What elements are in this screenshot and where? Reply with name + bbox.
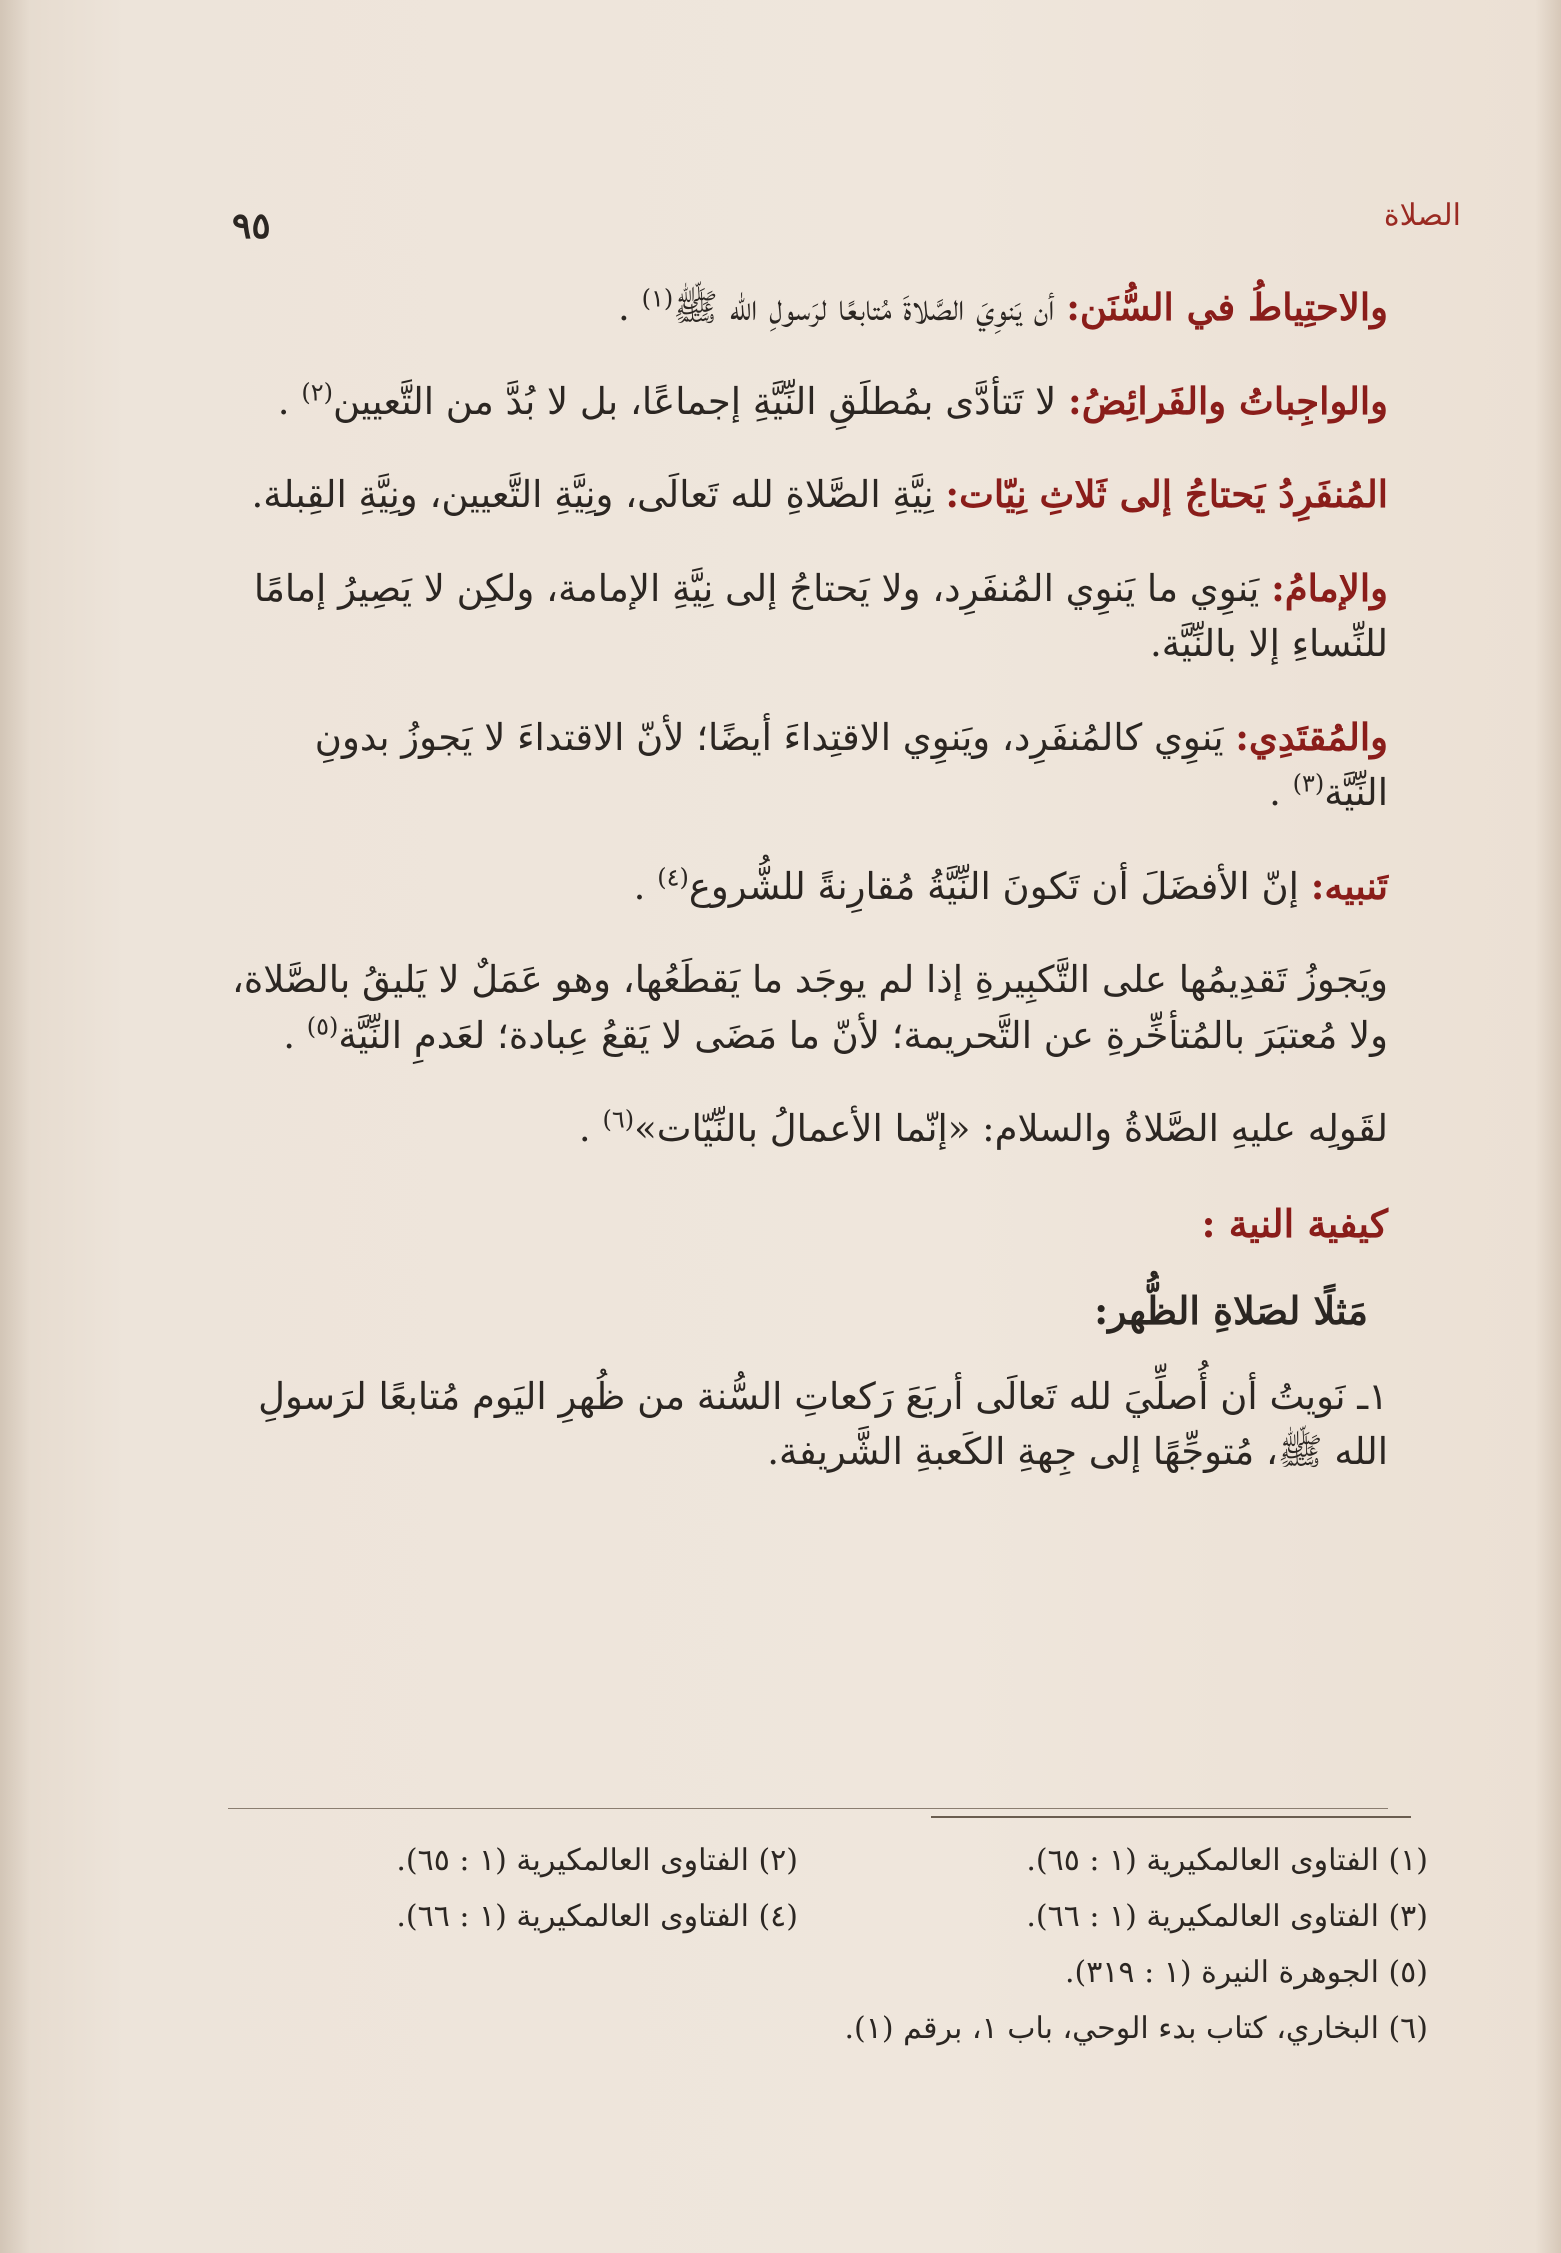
paragraph-tanbih: [228, 859, 1388, 915]
paragraph-end: .: [618, 286, 642, 329]
footnote-2: (٢) الفتاوى العالمكيرية (١ : ٦٥).: [396, 1843, 798, 1878]
main-text: [228, 280, 1388, 1502]
paragraph-end: .: [283, 1013, 307, 1057]
footnote-ref: (٢): [301, 378, 333, 407]
paragraph-text: نِيَّةِ الصَّلاةِ لله تَعالَى، ونِيَّةِ التَّعيين، ونِيَّةِ القِبلة.: [251, 473, 946, 516]
footnote-6: (٦) البخاري، كتاب بدء الوحي، باب ١، برقم (١).: [844, 2011, 1428, 2046]
paragraph-text: لا تَتأدَّى بمُطلَقِ النِّيَّةِ إجماعًا، بل لا بُدَّ من التَّعيين: [332, 379, 1069, 423]
paragraph-hadith: [228, 1101, 1388, 1157]
paragraph-end: .: [578, 1107, 603, 1150]
paragraph-text: إنّ الأفضَلَ أن تَكونَ النِّيَّةُ مُقارِنةً للشُّروع: [688, 864, 1311, 908]
footnote-separator: [931, 1816, 1411, 1818]
keyword: والإمامُ:: [1271, 565, 1388, 610]
paragraph-end: .: [633, 864, 658, 908]
keyword: المُنفَرِدُ يَحتاجُ إلى ثَلاثِ نِيّات:: [945, 472, 1388, 516]
footnote-ref: (١): [641, 284, 674, 313]
footnote-1: (١) الفتاوى العالمكيرية (١ : ٦٥).: [1026, 1843, 1428, 1878]
footnote-5: (٥) الجوهرة النيرة (١ : ٣١٩).: [1064, 1955, 1428, 1990]
footnote-3: (٣) الفتاوى العالمكيرية (١ : ٦٦).: [1026, 1899, 1428, 1934]
page-spine-shadow: [1535, 0, 1561, 2253]
page-number: ٩٥: [232, 205, 271, 247]
footnote-ref: (٤): [657, 863, 689, 892]
section-heading: كيفية النية :: [1201, 1200, 1388, 1246]
paragraph-muqtadi: [228, 710, 1388, 821]
footnote-grid: [228, 1840, 1428, 1938]
keyword: تَنبيه:: [1310, 863, 1388, 908]
paragraph-text: يَنوِي ما يَنوِي المُنفَرِد، ولا يَحتاجُ إلى نِيَّةِ الإمامة، ولكِن لا يَصِيرُ إمامًا للنِّساءِ إلا بالنِّيَّة.: [253, 566, 1388, 665]
footnotes: [228, 1840, 1428, 2050]
paragraph-end: .: [277, 379, 302, 423]
paragraph-imam: [228, 561, 1388, 672]
paragraph-example: [228, 1369, 1388, 1480]
paragraph-text: ١ـ نَويتُ أن أُصلِّيَ لله تَعالَى أربَعَ رَكعاتِ السُّنة من ظُهرِ اليَوم مُتابعًا لرَسولِ الله ﷺ، مُتوجِّهًا إلى جِهةِ الكَعبةِ الشَّريفة.: [258, 1374, 1388, 1473]
running-title: الصلاة: [1383, 198, 1461, 233]
paragraph-sunnah: [228, 280, 1388, 336]
paragraph-wajibat: [228, 374, 1388, 430]
paragraph-text: أن يَنوِيَ الصَّلاةَ مُتابعًا لرَسولِ الله ﷺ: [673, 286, 1067, 329]
paragraph-taqdim: [228, 952, 1388, 1063]
paragraph-end: .: [1269, 771, 1293, 814]
section-subheading: مَثلًا لصَلاةِ الظُّهر:: [1094, 1287, 1368, 1333]
footnote-ref: (٥): [306, 1012, 339, 1041]
footnote-ref: (٦): [602, 1105, 635, 1134]
keyword: والمُقتَدِي:: [1235, 714, 1388, 759]
page-left-shadow: [0, 0, 30, 2253]
paragraph-text: لقَولِه عليهِ الصَّلاةُ والسلام: «إنّما الأعمالُ بالنِّيّات»: [634, 1107, 1388, 1150]
keyword: والاحتِياطُ في السُّنَن:: [1066, 285, 1388, 329]
keyword: والواجِباتُ والفَرائِضُ:: [1068, 378, 1388, 423]
footnote-separator-thin: [228, 1808, 1388, 1809]
footnote-4: (٤) الفتاوى العالمكيرية (١ : ٦٦).: [396, 1899, 798, 1934]
paragraph-text: يَنوِي كالمُنفَرِد، ويَنوِي الاقتِداءَ أيضًا؛ لأنّ الاقتداءَ لا يَجوزُ بدونِ النِّيَّة: [314, 715, 1388, 814]
footnote-ref: (٣): [1292, 769, 1325, 798]
paragraph-text: ويَجوزُ تَقدِيمُها على التَّكبِيرةِ إذا لم يوجَد ما يَقطَعُها، وهو عَمَلٌ لا يَليقُ بالصَّلاة، ولا مُعتبَرَ بالمُتأخِّرةِ عن التَّحريمة؛ لأنّ ما مَضَى لا يَقعُ عِبادة؛ لعَدمِ النِّيَّة: [231, 958, 1388, 1057]
paragraph-munfarid: [228, 467, 1388, 523]
